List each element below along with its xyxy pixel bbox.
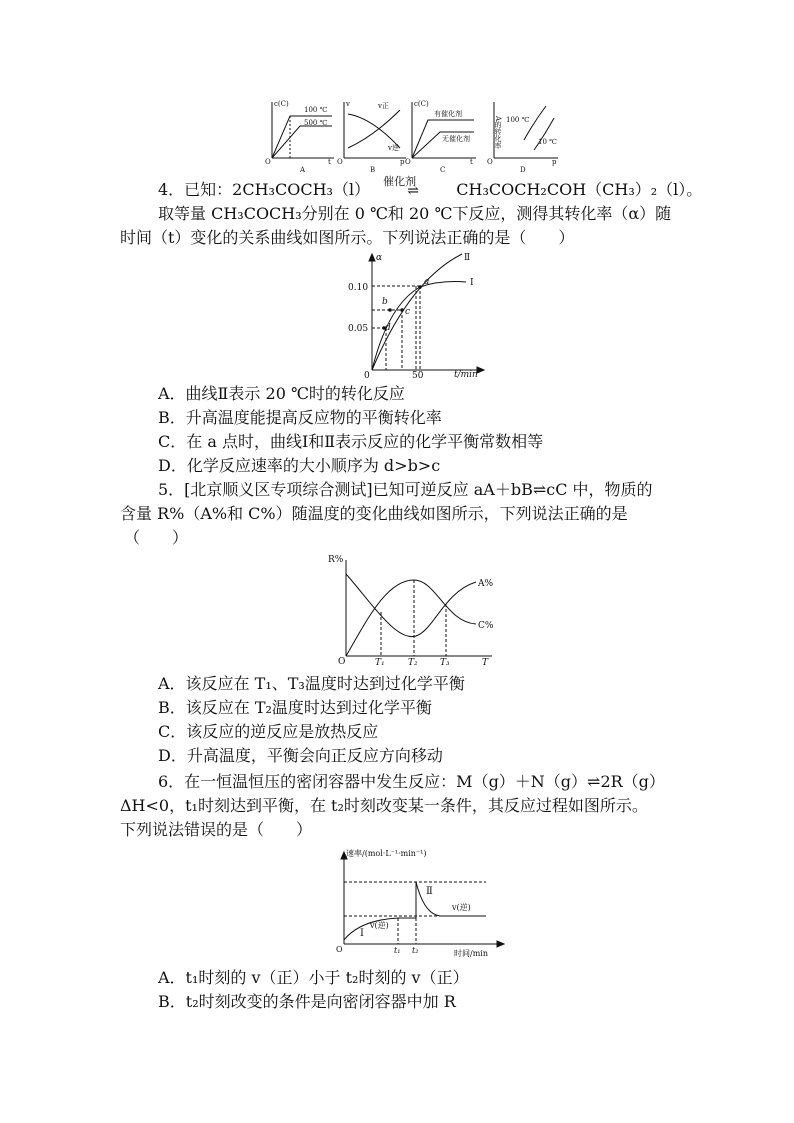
q5-chart (326, 552, 498, 668)
q4-point-d: d (385, 323, 391, 333)
q6-line3: 下列说法错误的是（ ） (120, 820, 313, 839)
fig-c-caption: C (440, 166, 446, 174)
fig-a-curve2: 500 ℃ (304, 119, 328, 127)
q6-chart (330, 844, 510, 960)
q6-option-b[interactable]: B．t₂时刻改变的条件是向密闭容器中加 R (158, 992, 456, 1011)
q4-product: CH₃COCH₂COH（CH₃）₂（l）。 (456, 180, 703, 199)
fig-a-curve1: 100 ℃ (304, 106, 328, 114)
q5-origin: O (338, 657, 346, 667)
fig-a-ylabel: c(C) (274, 100, 289, 108)
q5-curve-C (346, 580, 476, 656)
q4-y-tick-005: 0.05 (348, 324, 369, 334)
fig-d-origin: O (487, 158, 493, 166)
q5-line3: （ ） (124, 528, 189, 547)
q4-curve-label-II: Ⅱ (464, 253, 471, 263)
q5-line1: 5．[北京顺义区专项综合测试]已知可逆反应 aA＋bB⇌cC 中，物质的 (158, 480, 653, 499)
q6-option-a[interactable]: A．t₁时刻的 v（正）小于 t₂时刻的 v（正） (158, 968, 469, 987)
fig-d-curve1: 100 ℃ (506, 116, 530, 124)
q5-y-label: R% (328, 555, 344, 565)
q5-curve-A (346, 574, 476, 637)
q4-curve-label-I: Ⅰ (470, 278, 474, 288)
fig-a-xlabel: t (328, 158, 331, 166)
q6-line1: 6．在一恒温恒压的密闭容器中发生反应：M（g）＋N（g）⇌2R（g） (158, 772, 665, 791)
fig-b-curve1: v正 (378, 102, 389, 110)
fig-d-curve2: 10 ℃ (538, 138, 557, 146)
q4-option-a[interactable]: A．曲线Ⅱ表示 20 ℃时的转化反应 (158, 384, 405, 403)
q5-option-b[interactable]: B．该反应在 T₂温度时达到过化学平衡 (158, 698, 432, 717)
q5-x-tick-t2: T₂ (408, 658, 418, 668)
fig-c-curve1: 有催化剂 (434, 110, 462, 118)
fig-a-caption: A (300, 166, 306, 174)
q5-series-c: C% (478, 621, 494, 631)
q6-label-v-reverse-1: v(逆) (370, 921, 389, 930)
q4-line3: 时间（t）变化的关系曲线如图所示。下列说法正确的是（ ） (120, 228, 575, 247)
q5-option-c[interactable]: C．该反应的逆反应是放热反应 (158, 722, 379, 741)
fig-c-xlabel: t (470, 158, 473, 166)
fig-c-origin: O (405, 158, 411, 166)
q4-chart (340, 250, 490, 378)
top-figures (262, 96, 562, 176)
q6-x-tick-t1: t₁ (394, 946, 401, 955)
q6-label-II: Ⅱ (426, 886, 433, 897)
q4-catalyst-label: 催化剂 (383, 175, 417, 188)
fig-d-caption: D (520, 166, 526, 174)
q6-x-tick-t2: t₂ (412, 946, 419, 955)
q5-option-a[interactable]: A．该反应在 T₁、T₃温度时达到过化学平衡 (158, 674, 465, 693)
fig-b-xlabel: p (400, 158, 405, 166)
q5-x-tick-t1: T₁ (375, 658, 385, 668)
q6-x-label: 时间/min (454, 949, 488, 958)
q4-point-b: b (382, 297, 388, 307)
q5-option-d[interactable]: D．升高温度，平衡会向正反应方向移动 (158, 746, 443, 765)
q4-option-b[interactable]: B．升高温度能提高反应物的平衡转化率 (158, 408, 442, 427)
q5-series-a: A% (478, 579, 494, 589)
q4-reaction-arrow: 催化剂 ⇌ (377, 180, 449, 201)
q6-y-label: 速率/(mol·L⁻¹·min⁻¹) (346, 849, 427, 858)
q4-point-c: c (405, 307, 411, 317)
q4-point-a: a (424, 277, 430, 287)
fig-b-ylabel: v (346, 100, 350, 108)
q4-x-label: t/min (454, 370, 478, 378)
fig-d-xlabel: p (552, 158, 557, 166)
q4-y-label: α (376, 253, 383, 263)
q4-x-tick-50: 50 (412, 371, 424, 378)
fig-b-caption: B (370, 166, 376, 174)
q6-line2: ΔH<0，t₁时刻达到平衡，在 t₂时刻改变某一条件，其反应过程如图所示。 (120, 796, 648, 815)
q4-option-d[interactable]: D．化学反应速率的大小顺序为 d>b>c (158, 456, 441, 475)
fig-d-ylabel: A的转化率 (494, 116, 502, 150)
fig-b-curve2: v逆 (388, 144, 399, 152)
fig-b-origin: O (337, 158, 343, 166)
fig-a-origin: O (265, 158, 271, 166)
q4-curve-II (372, 254, 462, 370)
q4-stem (158, 175, 703, 201)
q4-y-tick-010: 0.10 (348, 283, 369, 293)
q4-line2: 取等量 CH₃COCH₃分别在 0 ℃和 20 ℃下反应，测得其转化率（α）随 (158, 204, 672, 223)
fig-c-ylabel: c(C) (414, 100, 429, 108)
q6-label-v-reverse-2: v(逆) (452, 903, 471, 912)
q5-x-label: T (482, 658, 489, 668)
fig-c-curve2: 无催化剂 (442, 135, 470, 143)
q6-origin: O (336, 945, 343, 954)
q4-stem-text: 4．已知：2CH₃COCH₃（l） (158, 180, 371, 199)
q6-label-I: Ⅰ (360, 928, 364, 939)
q5-x-tick-t3: T₃ (440, 658, 450, 668)
q4-option-c[interactable]: C．在 a 点时，曲线Ⅰ和Ⅱ表示反应的化学平衡常数相等 (158, 432, 544, 451)
q4-origin: 0 (364, 371, 370, 378)
q5-line2: 含量 R%（A%和 C%）随温度的变化曲线如图所示，下列说法正确的是 (120, 504, 628, 523)
